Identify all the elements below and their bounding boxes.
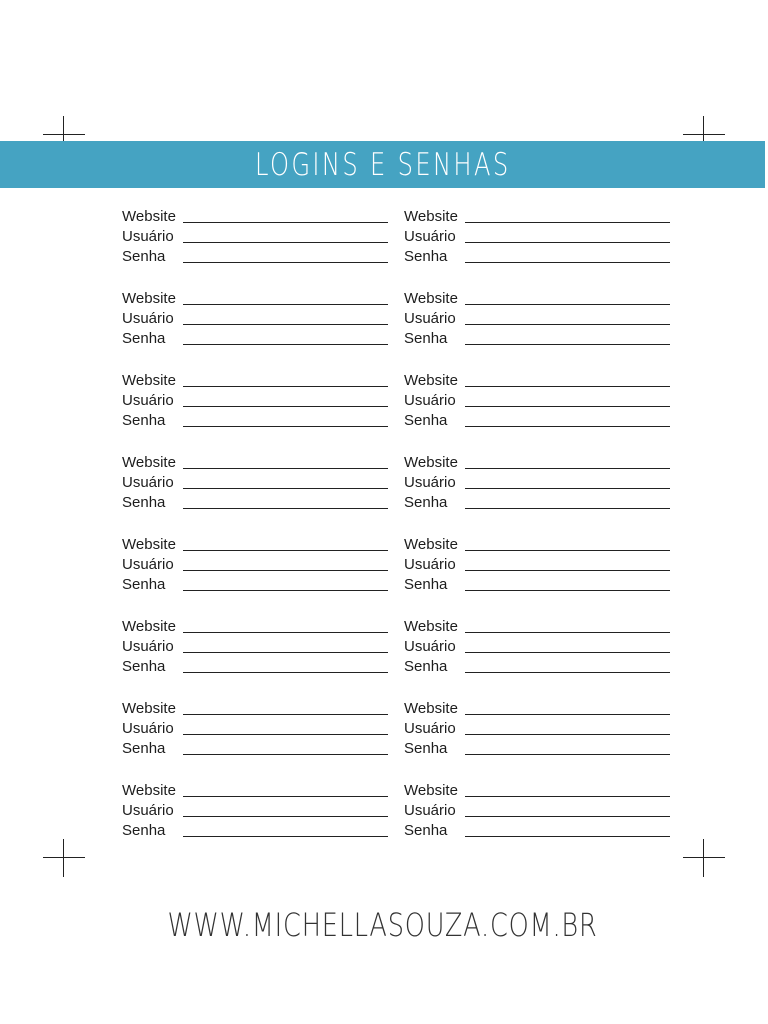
login-entry-block xyxy=(404,616,670,698)
senha-write-line[interactable] xyxy=(465,508,670,509)
usuario-write-line[interactable] xyxy=(183,488,388,489)
login-form-grid xyxy=(122,206,670,862)
usuario-label: Usuário xyxy=(122,638,174,655)
website-write-line[interactable] xyxy=(465,550,670,551)
senha-write-line[interactable] xyxy=(183,590,388,591)
senha-field-row xyxy=(122,492,388,512)
senha-label: Senha xyxy=(404,740,448,757)
senha-write-line[interactable] xyxy=(465,754,670,755)
usuario-field-row xyxy=(404,554,670,574)
usuario-write-line[interactable] xyxy=(465,324,670,325)
senha-field-row xyxy=(122,410,388,430)
senha-label: Senha xyxy=(404,248,448,265)
login-entry-block xyxy=(122,452,388,534)
usuario-label: Usuário xyxy=(122,392,174,409)
title-banner xyxy=(0,141,765,188)
website-field-row xyxy=(404,288,670,308)
login-entry-block xyxy=(404,698,670,780)
senha-write-line[interactable] xyxy=(183,344,388,345)
senha-label: Senha xyxy=(404,330,448,347)
usuario-label: Usuário xyxy=(404,720,456,737)
usuario-field-row xyxy=(404,800,670,820)
usuario-write-line[interactable] xyxy=(465,570,670,571)
senha-field-row xyxy=(404,328,670,348)
usuario-label: Usuário xyxy=(404,638,456,655)
senha-field-row xyxy=(404,656,670,676)
senha-label: Senha xyxy=(122,658,166,675)
page-title: LOGINS E SENHAS xyxy=(254,146,511,183)
website-label: Website xyxy=(404,454,458,471)
login-entry-block xyxy=(404,780,670,862)
senha-label: Senha xyxy=(122,494,166,511)
usuario-field-row xyxy=(122,226,388,246)
senha-field-row xyxy=(122,328,388,348)
login-entry-block xyxy=(122,288,388,370)
senha-write-line[interactable] xyxy=(465,672,670,673)
usuario-field-row xyxy=(404,390,670,410)
senha-label: Senha xyxy=(122,740,166,757)
usuario-field-row xyxy=(122,308,388,328)
usuario-write-line[interactable] xyxy=(183,734,388,735)
usuario-label: Usuário xyxy=(404,802,456,819)
website-field-row xyxy=(122,780,388,800)
usuario-write-line[interactable] xyxy=(183,324,388,325)
usuario-write-line[interactable] xyxy=(183,816,388,817)
website-write-line[interactable] xyxy=(465,386,670,387)
website-label: Website xyxy=(404,700,458,717)
senha-label: Senha xyxy=(122,412,166,429)
website-write-line[interactable] xyxy=(465,796,670,797)
website-label: Website xyxy=(122,618,176,635)
usuario-field-row xyxy=(122,554,388,574)
senha-write-line[interactable] xyxy=(183,754,388,755)
senha-field-row xyxy=(404,246,670,266)
login-entry-block xyxy=(122,780,388,862)
usuario-label: Usuário xyxy=(122,720,174,737)
senha-field-row xyxy=(122,656,388,676)
senha-label: Senha xyxy=(404,494,448,511)
login-entry-block xyxy=(404,370,670,452)
usuario-label: Usuário xyxy=(404,228,456,245)
website-write-line[interactable] xyxy=(465,468,670,469)
website-write-line[interactable] xyxy=(183,222,388,223)
senha-write-line[interactable] xyxy=(465,262,670,263)
senha-label: Senha xyxy=(404,412,448,429)
usuario-write-line[interactable] xyxy=(183,652,388,653)
website-field-row xyxy=(404,452,670,472)
website-write-line[interactable] xyxy=(183,796,388,797)
senha-label: Senha xyxy=(404,658,448,675)
website-label: Website xyxy=(122,454,176,471)
website-label: Website xyxy=(122,290,176,307)
footer-website-url: WWW.MICHELLASOUZA.COM.BR xyxy=(167,906,598,944)
usuario-field-row xyxy=(122,472,388,492)
crop-mark-bottom-left xyxy=(43,839,85,877)
website-label: Website xyxy=(404,290,458,307)
website-field-row xyxy=(404,534,670,554)
usuario-field-row xyxy=(404,308,670,328)
website-field-row xyxy=(122,370,388,390)
website-field-row xyxy=(404,206,670,226)
senha-label: Senha xyxy=(122,822,166,839)
website-write-line[interactable] xyxy=(465,304,670,305)
usuario-label: Usuário xyxy=(122,310,174,327)
website-write-line[interactable] xyxy=(465,222,670,223)
usuario-write-line[interactable] xyxy=(465,816,670,817)
senha-write-line[interactable] xyxy=(183,262,388,263)
crop-mark-bottom-right xyxy=(683,839,725,877)
senha-label: Senha xyxy=(404,576,448,593)
website-field-row xyxy=(122,288,388,308)
senha-write-line[interactable] xyxy=(183,672,388,673)
website-field-row xyxy=(122,698,388,718)
website-label: Website xyxy=(122,208,176,225)
website-field-row xyxy=(404,780,670,800)
usuario-write-line[interactable] xyxy=(465,242,670,243)
website-field-row xyxy=(404,370,670,390)
usuario-label: Usuário xyxy=(404,392,456,409)
senha-write-line[interactable] xyxy=(465,590,670,591)
usuario-field-row xyxy=(122,390,388,410)
senha-write-line[interactable] xyxy=(183,836,388,837)
usuario-field-row xyxy=(122,800,388,820)
usuario-write-line[interactable] xyxy=(183,406,388,407)
usuario-field-row xyxy=(404,636,670,656)
login-entry-block xyxy=(122,206,388,288)
website-write-line[interactable] xyxy=(183,304,388,305)
usuario-write-line[interactable] xyxy=(465,488,670,489)
website-field-row xyxy=(404,698,670,718)
website-field-row xyxy=(404,616,670,636)
senha-label: Senha xyxy=(122,330,166,347)
website-write-line[interactable] xyxy=(465,714,670,715)
senha-write-line[interactable] xyxy=(465,836,670,837)
website-label: Website xyxy=(122,782,176,799)
usuario-field-row xyxy=(404,226,670,246)
login-entry-block xyxy=(404,206,670,288)
website-label: Website xyxy=(122,372,176,389)
usuario-write-line[interactable] xyxy=(183,570,388,571)
usuario-write-line[interactable] xyxy=(465,652,670,653)
senha-write-line[interactable] xyxy=(465,344,670,345)
website-write-line[interactable] xyxy=(465,632,670,633)
website-label: Website xyxy=(122,700,176,717)
website-write-line[interactable] xyxy=(183,468,388,469)
website-field-row xyxy=(122,206,388,226)
usuario-write-line[interactable] xyxy=(465,406,670,407)
senha-field-row xyxy=(122,738,388,758)
usuario-field-row xyxy=(404,472,670,492)
usuario-label: Usuário xyxy=(122,802,174,819)
senha-field-row xyxy=(404,410,670,430)
usuario-write-line[interactable] xyxy=(183,242,388,243)
senha-field-row xyxy=(404,738,670,758)
senha-field-row xyxy=(404,820,670,840)
senha-label: Senha xyxy=(122,576,166,593)
usuario-field-row xyxy=(122,718,388,738)
website-label: Website xyxy=(404,208,458,225)
login-entry-block xyxy=(122,370,388,452)
website-label: Website xyxy=(404,782,458,799)
login-entry-block xyxy=(122,616,388,698)
website-field-row xyxy=(122,616,388,636)
senha-field-row xyxy=(122,246,388,266)
website-label: Website xyxy=(404,372,458,389)
website-write-line[interactable] xyxy=(183,632,388,633)
senha-field-row xyxy=(404,492,670,512)
login-entry-block xyxy=(404,288,670,370)
usuario-label: Usuário xyxy=(122,556,174,573)
website-label: Website xyxy=(122,536,176,553)
senha-label: Senha xyxy=(122,248,166,265)
website-write-line[interactable] xyxy=(183,550,388,551)
usuario-field-row xyxy=(404,718,670,738)
senha-field-row xyxy=(404,574,670,594)
senha-write-line[interactable] xyxy=(183,426,388,427)
senha-field-row xyxy=(122,574,388,594)
usuario-field-row xyxy=(122,636,388,656)
website-label: Website xyxy=(404,536,458,553)
senha-write-line[interactable] xyxy=(183,508,388,509)
usuario-write-line[interactable] xyxy=(465,734,670,735)
website-write-line[interactable] xyxy=(183,386,388,387)
usuario-label: Usuário xyxy=(404,556,456,573)
login-entry-block xyxy=(404,452,670,534)
usuario-label: Usuário xyxy=(404,310,456,327)
login-entry-block xyxy=(122,698,388,780)
website-label: Website xyxy=(404,618,458,635)
website-write-line[interactable] xyxy=(183,714,388,715)
login-entry-block xyxy=(122,534,388,616)
login-entry-block xyxy=(404,534,670,616)
senha-field-row xyxy=(122,820,388,840)
website-field-row xyxy=(122,534,388,554)
senha-write-line[interactable] xyxy=(465,426,670,427)
website-field-row xyxy=(122,452,388,472)
usuario-label: Usuário xyxy=(122,474,174,491)
senha-label: Senha xyxy=(404,822,448,839)
usuario-label: Usuário xyxy=(122,228,174,245)
usuario-label: Usuário xyxy=(404,474,456,491)
